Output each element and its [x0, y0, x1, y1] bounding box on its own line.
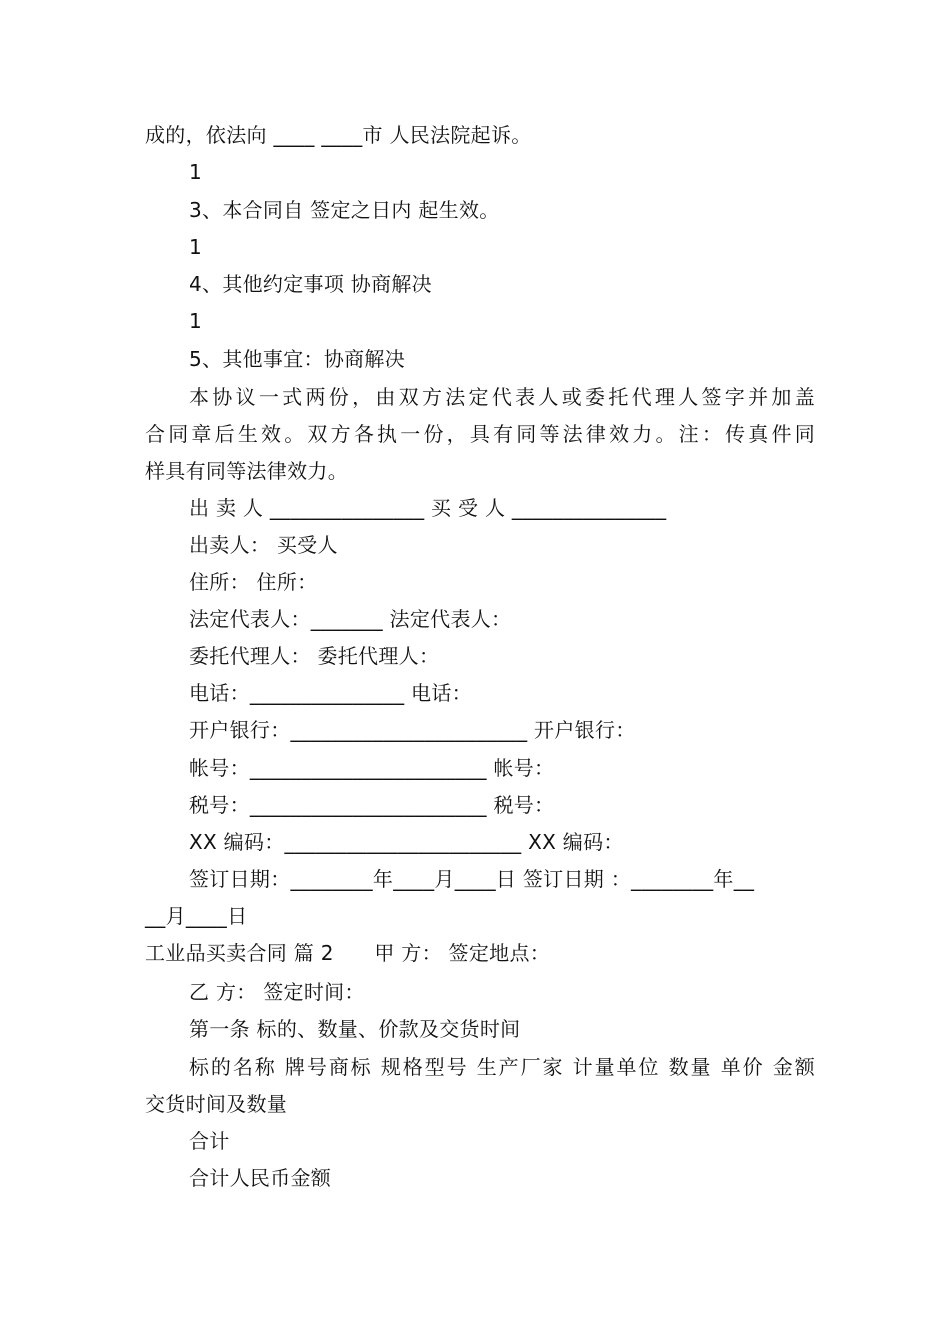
text-line-22: __月____日 [145, 904, 248, 928]
text-line-3: 3、本合同自 签定之日内 起生效。 [189, 198, 500, 222]
text-line-23: 工业品买卖合同 篇 2 甲 方： 签定地点： [145, 941, 551, 965]
text-line-5: 4、其他约定事项 协商解决 [189, 272, 432, 296]
text-line-10: 样具有同等法律效力。 [145, 459, 348, 483]
text-line-28: 合计 [189, 1129, 230, 1153]
text-line-14: 法定代表人：_______ 法定代表人： [189, 607, 512, 631]
text-line-12: 出卖人： 买受人 [189, 533, 338, 557]
text-line-18: 帐号：_______________________ 帐号： [189, 756, 555, 780]
text-line-1: 成的，依法向 ____ ____市 人民法院起诉。 [145, 123, 532, 147]
text-line-29: 合计人民币金额 [189, 1166, 332, 1190]
text-line-15: 委托代理人： 委托代理人： [189, 644, 440, 668]
text-line-24: 乙 方： 签定时间： [189, 980, 365, 1004]
text-line-26: 标的名称 牌号商标 规格型号 生产厂家 计量单位 数量 单价 金额 [189, 1055, 815, 1079]
text-line-27: 交货时间及数量 [145, 1092, 288, 1116]
text-line-21: 签订日期：________年____月____日 签订日期 ：________年__ [189, 867, 755, 891]
text-line-25: 第一条 标的、数量、价款及交货时间 [189, 1017, 521, 1041]
text-line-19: 税号：_______________________ 税号： [189, 793, 555, 817]
text-line-7: 5、其他事宜：协商解决 [189, 347, 406, 371]
text-line-6: 1 [189, 309, 203, 333]
text-line-2: 1 [189, 160, 203, 184]
text-line-9: 合同章后生效。双方各执一份，具有同等法律效力。注：传真件同 [145, 422, 815, 446]
text-line-8: 本协议一式两份，由双方法定代表人或委托代理人签字并加盖 [189, 385, 815, 409]
text-line-20: XX 编码：_______________________ XX 编码： [189, 830, 624, 854]
text-line-16: 电话：_______________ 电话： [189, 681, 472, 705]
text-line-13: 住所： 住所： [189, 570, 318, 594]
text-line-4: 1 [189, 235, 203, 259]
text-line-11: 出 卖 人 _______________ 买 受 人 _______________ [189, 496, 667, 520]
text-line-17: 开户银行：_______________________ 开户银行： [189, 718, 636, 742]
